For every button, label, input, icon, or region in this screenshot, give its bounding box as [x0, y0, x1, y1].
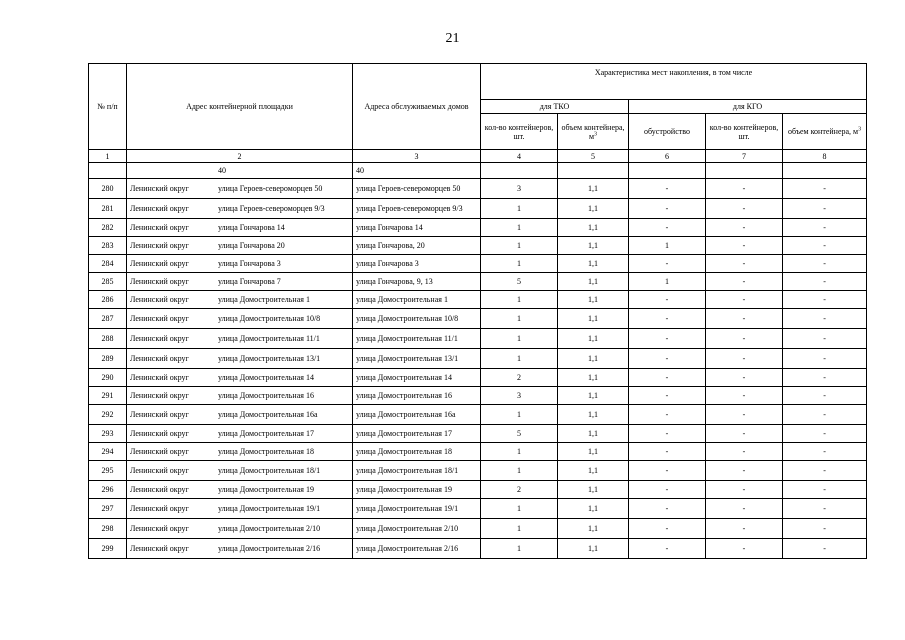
row-number: 280 [89, 179, 127, 199]
header-num: № п/п [89, 64, 127, 150]
kgo-container-count: - [706, 273, 783, 291]
district-name: Ленинский округ [130, 334, 189, 343]
tko-container-count: 1 [481, 499, 558, 519]
tko-container-volume: 1,1 [558, 349, 629, 369]
row-number: 285 [89, 273, 127, 291]
site-address-cell [127, 405, 353, 425]
district-name: Ленинский округ [130, 295, 189, 304]
site-address-cell [127, 519, 353, 539]
kgo-container-count: - [706, 219, 783, 237]
served-address: улица Домостроительная 16 [353, 387, 481, 405]
site-street: улица Домостроительная 14 [218, 373, 314, 382]
table-row [89, 255, 867, 273]
kgo-container-count: - [706, 349, 783, 369]
kgo-arrangement: - [629, 369, 706, 387]
site-address-cell [127, 443, 353, 461]
tko-container-count: 1 [481, 539, 558, 559]
kgo-arrangement: - [629, 179, 706, 199]
district-name: Ленинский округ [130, 429, 189, 438]
reference-cell-empty [89, 163, 127, 179]
served-address: улица Героев-североморцев 9/3 [353, 199, 481, 219]
kgo-arrangement: - [629, 219, 706, 237]
site-street: улица Гончарова 14 [218, 223, 285, 232]
kgo-container-volume: - [783, 405, 867, 425]
kgo-container-count: - [706, 443, 783, 461]
kgo-container-volume: - [783, 499, 867, 519]
district-name: Ленинский округ [130, 373, 189, 382]
row-number: 286 [89, 291, 127, 309]
tko-container-count: 2 [481, 369, 558, 387]
tko-container-volume: 1,1 [558, 539, 629, 559]
unit-superscript: 3 [594, 130, 598, 137]
page-number: 21 [445, 31, 460, 46]
row-number: 295 [89, 461, 127, 481]
site-street: улица Домостроительная 18/1 [218, 466, 321, 475]
served-address: улица Гончарова 3 [353, 255, 481, 273]
tko-container-count: 1 [481, 219, 558, 237]
district-name: Ленинский округ [130, 277, 189, 286]
tko-container-volume: 1,1 [558, 179, 629, 199]
kgo-arrangement: - [629, 443, 706, 461]
row-number: 283 [89, 237, 127, 255]
kgo-container-count: - [706, 519, 783, 539]
header-kgo-arrangement: обустройство [629, 114, 706, 150]
site-street: улица Домостроительная 18 [218, 447, 314, 456]
column-number: 7 [706, 150, 783, 163]
column-number: 8 [783, 150, 867, 163]
tko-container-count: 1 [481, 349, 558, 369]
kgo-container-volume: - [783, 519, 867, 539]
table-row [89, 179, 867, 199]
tko-container-volume: 1,1 [558, 519, 629, 539]
row-number: 291 [89, 387, 127, 405]
district-name: Ленинский округ [130, 524, 189, 533]
served-address: улица Домостроительная 17 [353, 425, 481, 443]
row-number: 299 [89, 539, 127, 559]
column-number: 1 [89, 150, 127, 163]
site-street: улица Домостроительная 16 [218, 391, 314, 400]
site-address-cell [127, 199, 353, 219]
row-number: 290 [89, 369, 127, 387]
kgo-arrangement: - [629, 291, 706, 309]
tko-container-count: 2 [481, 481, 558, 499]
table-row [89, 425, 867, 443]
tko-container-volume: 1,1 [558, 273, 629, 291]
served-address: улица Гончарова 14 [353, 219, 481, 237]
reference-cell-empty [481, 163, 558, 179]
row-number: 287 [89, 309, 127, 329]
kgo-container-count: - [706, 369, 783, 387]
district-name: Ленинский округ [130, 259, 189, 268]
district-name: Ленинский округ [130, 223, 189, 232]
tko-container-volume: 1,1 [558, 405, 629, 425]
district-name: Ленинский округ [130, 544, 189, 553]
site-address-cell [127, 179, 353, 199]
site-address-cell [127, 237, 353, 255]
kgo-arrangement: - [629, 481, 706, 499]
kgo-container-volume: - [783, 219, 867, 237]
tko-container-count: 1 [481, 291, 558, 309]
row-number: 294 [89, 443, 127, 461]
header-tko-count: кол-во контейнеров, шт. [481, 114, 558, 150]
tko-container-volume: 1,1 [558, 425, 629, 443]
site-address-cell [127, 499, 353, 519]
header-row-top [89, 64, 867, 100]
kgo-arrangement: - [629, 199, 706, 219]
kgo-arrangement: - [629, 539, 706, 559]
header-characteristics: Характеристика мест накопления, в том числе [481, 64, 867, 100]
row-number: 282 [89, 219, 127, 237]
tko-container-volume: 1,1 [558, 219, 629, 237]
header-site-address: Адрес контейнерной площадки [127, 64, 353, 150]
tko-container-volume: 1,1 [558, 499, 629, 519]
served-address: улица Домостроительная 18/1 [353, 461, 481, 481]
served-address: улица Гончарова, 20 [353, 237, 481, 255]
site-address-cell [127, 539, 353, 559]
site-street: улица Домостроительная 2/16 [218, 544, 321, 553]
kgo-container-volume: - [783, 255, 867, 273]
tko-container-count: 1 [481, 199, 558, 219]
row-number: 284 [89, 255, 127, 273]
tko-container-volume: 1,1 [558, 255, 629, 273]
reference-cell-empty [629, 163, 706, 179]
site-street: улица Домостроительная 13/1 [218, 354, 321, 363]
served-address: улица Домостроительная 14 [353, 369, 481, 387]
tko-container-count: 1 [481, 237, 558, 255]
site-address-cell [127, 481, 353, 499]
district-name: Ленинский округ [130, 184, 189, 193]
district-name: Ленинский округ [130, 485, 189, 494]
kgo-container-count: - [706, 255, 783, 273]
table-row [89, 481, 867, 499]
tko-container-volume: 1,1 [558, 237, 629, 255]
tko-container-volume: 1,1 [558, 481, 629, 499]
table-row [89, 273, 867, 291]
site-street: улица Домостроительная 19 [218, 485, 314, 494]
tko-container-volume: 1,1 [558, 291, 629, 309]
row-number: 293 [89, 425, 127, 443]
kgo-container-count: - [706, 539, 783, 559]
tko-container-volume: 1,1 [558, 329, 629, 349]
site-street: улица Домостроительная 10/8 [218, 314, 321, 323]
tko-container-volume: 1,1 [558, 309, 629, 329]
kgo-container-volume: - [783, 461, 867, 481]
site-street: улица Домостроительная 16а [218, 410, 318, 419]
site-address-cell [127, 461, 353, 481]
kgo-arrangement: - [629, 425, 706, 443]
table-row [89, 443, 867, 461]
header-served-address: Адреса обслуживаемых домов [353, 64, 481, 150]
site-address-cell [127, 309, 353, 329]
tko-container-volume: 1,1 [558, 199, 629, 219]
row-number: 281 [89, 199, 127, 219]
container-sites-table [88, 63, 867, 559]
served-address: улица Домостроительная 16а [353, 405, 481, 425]
row-number: 289 [89, 349, 127, 369]
site-street: улица Гончарова 20 [218, 241, 285, 250]
served-address: улица Домостроительная 2/16 [353, 539, 481, 559]
served-address: улица Домостроительная 19/1 [353, 499, 481, 519]
kgo-arrangement: - [629, 461, 706, 481]
reference-cell-empty [706, 163, 783, 179]
tko-container-count: 1 [481, 309, 558, 329]
tko-container-volume: 1,1 [558, 461, 629, 481]
row-number: 296 [89, 481, 127, 499]
table-row [89, 499, 867, 519]
tko-container-count: 3 [481, 387, 558, 405]
served-address: улица Домостроительная 13/1 [353, 349, 481, 369]
table-row [89, 405, 867, 425]
site-street: улица Гончарова 3 [218, 259, 281, 268]
kgo-container-count: - [706, 329, 783, 349]
column-number: 3 [353, 150, 481, 163]
kgo-container-volume: - [783, 291, 867, 309]
kgo-container-count: - [706, 291, 783, 309]
column-number: 6 [629, 150, 706, 163]
kgo-container-volume: - [783, 539, 867, 559]
kgo-container-volume: - [783, 349, 867, 369]
header-tko-volume [558, 114, 629, 150]
reference-served-value: 40 [353, 163, 481, 179]
site-street: улица Домостроительная 19/1 [218, 504, 321, 513]
served-address: улица Домостроительная 2/10 [353, 519, 481, 539]
kgo-container-count: - [706, 387, 783, 405]
table-row [89, 369, 867, 387]
kgo-container-volume: - [783, 273, 867, 291]
table-row [89, 349, 867, 369]
kgo-container-count: - [706, 499, 783, 519]
header-group-kgo: для КГО [629, 100, 867, 114]
table-row [89, 237, 867, 255]
tko-container-count: 5 [481, 425, 558, 443]
kgo-arrangement: - [629, 519, 706, 539]
kgo-container-volume: - [783, 309, 867, 329]
served-address: улица Домостроительная 19 [353, 481, 481, 499]
site-street: улица Домостроительная 17 [218, 429, 314, 438]
reference-cell-empty [783, 163, 867, 179]
kgo-container-volume: - [783, 329, 867, 349]
district-name: Ленинский округ [130, 466, 189, 475]
site-address-cell [127, 329, 353, 349]
district-name: Ленинский округ [130, 447, 189, 456]
kgo-arrangement: - [629, 387, 706, 405]
tko-container-volume: 1,1 [558, 387, 629, 405]
site-street: улица Героев-североморцев 9/3 [218, 204, 325, 213]
kgo-container-count: - [706, 405, 783, 425]
district-name: Ленинский округ [130, 504, 189, 513]
tko-container-count: 5 [481, 273, 558, 291]
kgo-container-count: - [706, 199, 783, 219]
kgo-container-volume: - [783, 237, 867, 255]
kgo-arrangement: - [629, 349, 706, 369]
row-number: 292 [89, 405, 127, 425]
district-name: Ленинский округ [130, 204, 189, 213]
kgo-container-volume: - [783, 443, 867, 461]
kgo-arrangement: - [629, 309, 706, 329]
column-number: 4 [481, 150, 558, 163]
kgo-arrangement: - [629, 499, 706, 519]
district-name: Ленинский округ [130, 354, 189, 363]
table-row [89, 329, 867, 349]
served-address: улица Домостроительная 11/1 [353, 329, 481, 349]
header-kgo-count: кол-во контейнеров, шт. [706, 114, 783, 150]
site-address-cell [127, 273, 353, 291]
table-row [89, 219, 867, 237]
district-name: Ленинский округ [130, 314, 189, 323]
district-name: Ленинский округ [130, 410, 189, 419]
site-address-cell [127, 369, 353, 387]
kgo-container-volume: - [783, 481, 867, 499]
table-row [89, 387, 867, 405]
reference-site-value: 40 [218, 166, 226, 175]
table-row [89, 199, 867, 219]
tko-container-volume: 1,1 [558, 369, 629, 387]
header-kgo-volume-text: объем контейнера, м [787, 127, 859, 136]
kgo-container-volume: - [783, 369, 867, 387]
column-number: 5 [558, 150, 629, 163]
reference-row [89, 163, 867, 179]
kgo-container-volume: - [783, 387, 867, 405]
reference-cell-empty [558, 163, 629, 179]
site-street: улица Домостроительная 2/10 [218, 524, 321, 533]
row-number: 298 [89, 519, 127, 539]
tko-container-count: 3 [481, 179, 558, 199]
kgo-arrangement: - [629, 255, 706, 273]
row-number: 288 [89, 329, 127, 349]
tko-container-count: 1 [481, 461, 558, 481]
tko-container-count: 1 [481, 329, 558, 349]
site-address-cell [127, 255, 353, 273]
row-number: 297 [89, 499, 127, 519]
site-street: улица Домостроительная 1 [218, 295, 310, 304]
site-street: улица Домостроительная 11/1 [218, 334, 320, 343]
header-kgo-volume [783, 114, 867, 150]
served-address: улица Гончарова, 9, 13 [353, 273, 481, 291]
kgo-container-count: - [706, 237, 783, 255]
kgo-container-count: - [706, 309, 783, 329]
tko-container-count: 1 [481, 255, 558, 273]
tko-container-count: 1 [481, 443, 558, 461]
reference-site-cell [127, 163, 353, 179]
district-name: Ленинский округ [130, 241, 189, 250]
site-street: улица Гончарова 7 [218, 277, 281, 286]
site-street: улица Героев-североморцев 50 [218, 184, 323, 193]
site-address-cell [127, 425, 353, 443]
kgo-arrangement: 1 [629, 273, 706, 291]
served-address: улица Домостроительная 18 [353, 443, 481, 461]
tko-container-volume: 1,1 [558, 443, 629, 461]
header-tko-volume-text: объем контейнера, м [561, 122, 625, 141]
served-address: улица Домостроительная 1 [353, 291, 481, 309]
site-address-cell [127, 219, 353, 237]
kgo-arrangement: - [629, 405, 706, 425]
kgo-container-volume: - [783, 199, 867, 219]
kgo-container-count: - [706, 179, 783, 199]
kgo-arrangement: 1 [629, 237, 706, 255]
site-address-cell [127, 387, 353, 405]
district-name: Ленинский округ [130, 391, 189, 400]
table-row [89, 291, 867, 309]
header-group-tko: для ТКО [481, 100, 629, 114]
site-address-cell [127, 349, 353, 369]
served-address: улица Домостроительная 10/8 [353, 309, 481, 329]
kgo-container-count: - [706, 461, 783, 481]
column-number-row [89, 150, 867, 163]
kgo-container-volume: - [783, 179, 867, 199]
unit-superscript: 3 [858, 126, 862, 133]
served-address: улица Героев-североморцев 50 [353, 179, 481, 199]
tko-container-count: 1 [481, 405, 558, 425]
site-address-cell [127, 291, 353, 309]
table-row [89, 539, 867, 559]
kgo-container-volume: - [783, 425, 867, 443]
tko-container-count: 1 [481, 519, 558, 539]
kgo-arrangement: - [629, 329, 706, 349]
table-row [89, 309, 867, 329]
kgo-container-count: - [706, 425, 783, 443]
kgo-container-count: - [706, 481, 783, 499]
table-row [89, 461, 867, 481]
table-row [89, 519, 867, 539]
column-number: 2 [127, 150, 353, 163]
